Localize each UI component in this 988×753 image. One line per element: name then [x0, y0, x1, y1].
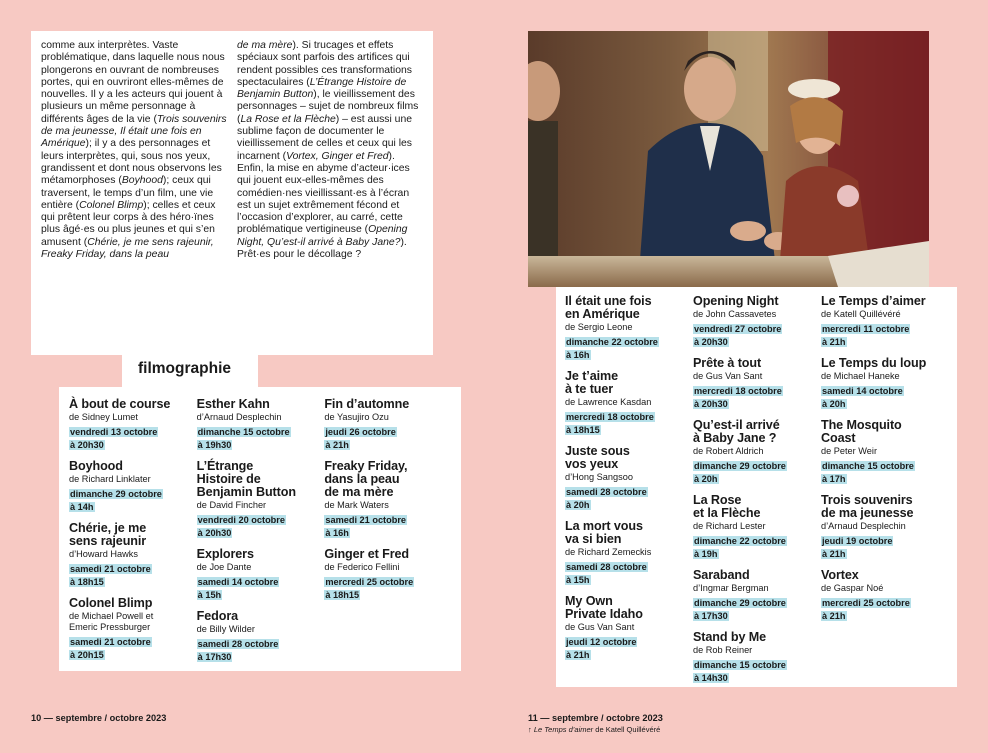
- film-entry: [324, 548, 452, 601]
- screening-time: samedi 21 octobre à 16h: [325, 515, 407, 538]
- screening-time: jeudi 12 octobre à 21h: [566, 637, 637, 660]
- film-entry: [69, 597, 197, 661]
- screening-time: jeudi 26 octobre à 21h: [325, 427, 396, 450]
- film-director: de Joe Dante: [196, 562, 252, 572]
- intro-column-1: [41, 40, 227, 355]
- screening-time: mercredi 25 octobre à 18h15: [325, 577, 414, 600]
- screening-time: vendredi 27 octobre à 20h30: [694, 324, 782, 347]
- film-director: de Gaspar Noé: [821, 583, 884, 593]
- screening-time: jeudi 19 octobre à 21h: [822, 536, 893, 559]
- film-title: Prête à tout: [693, 356, 762, 370]
- screening-time: mercredi 18 octobre à 20h30: [694, 386, 782, 409]
- film-director: d’Arnaud Desplechin: [196, 412, 282, 422]
- film-director: d’Howard Hawks: [69, 549, 138, 559]
- screening-time: dimanche 15 octobre à 14h30: [694, 660, 786, 683]
- film-entry: [821, 494, 949, 560]
- film-director: de Richard Linklater: [69, 474, 151, 484]
- film-title: À bout de course: [69, 397, 171, 411]
- film-director: de Rob Reiner: [693, 645, 753, 655]
- screening-time: samedi 28 octobre à 15h: [566, 562, 647, 585]
- film-title: L’Étrange Histoire de Benjamin Button: [196, 459, 296, 499]
- film-entry: [197, 548, 325, 601]
- film-entry: [197, 610, 325, 663]
- intro-paragraph-2: de ma mère). Si trucages et effets spéciaux sont parfois des artifices qui rendent possibles ces transformations spectaculaires (L’Étrange Histoire de Benjamin Button), le vieillissement des personnages – sujet de nombreux films (La Rose et la Flèche) – est aussi une sublime façon de documenter le vieillissement de celles et ceux qui les incarnent (Vortex, Ginger et Fred). Enfin, la mise en abyme d’acteur·ices qui jouent eux-elles-mêmes des comédien·nes vieillissant·es à l’écran est un sujet extrêmement fécond et l’occasion d’explorer, au carré, cette problématique vertigineuse (Opening Night, Qu’est-il arrivé à Baby Jane?). Prêt·es pour le décollage ?: [237, 40, 419, 261]
- filmography-column: [69, 398, 197, 671]
- film-director: de Gus Van Sant: [565, 622, 635, 632]
- film-entry: [693, 357, 821, 410]
- film-entry: [324, 460, 452, 539]
- film-title: Je t’aime à te tuer: [565, 369, 619, 396]
- film-entry: [69, 398, 197, 451]
- film-title: Juste sous vos yeux: [565, 444, 630, 471]
- page-footer-left: 10 — septembre / octobre 2023: [31, 713, 167, 723]
- film-entry: [565, 295, 693, 361]
- screening-time: mercredi 18 octobre à 18h15: [566, 412, 654, 435]
- film-entry: [197, 460, 325, 539]
- film-title: Fedora: [196, 609, 239, 623]
- film-director: de Richard Zemeckis: [565, 547, 652, 557]
- filmography-column: [197, 398, 325, 671]
- film-title: Vortex: [821, 568, 859, 582]
- film-title: Le Temps du loup: [821, 356, 927, 370]
- schedule-column: [693, 295, 821, 687]
- screening-time: samedi 28 octobre à 20h: [566, 487, 647, 510]
- film-director: de Yasujiro Ozu: [324, 412, 389, 422]
- film-title: Stand by Me: [693, 630, 767, 644]
- film-entry: [693, 295, 821, 348]
- intro-text-panel: [31, 31, 433, 355]
- film-director: de Sergio Leone: [565, 322, 633, 332]
- screening-time: dimanche 15 octobre à 17h: [822, 461, 914, 484]
- film-entry: [565, 370, 693, 436]
- screening-time: dimanche 29 octobre à 14h: [70, 489, 162, 512]
- film-director: de Gus Van Sant: [693, 371, 763, 381]
- film-entry: [693, 419, 821, 485]
- film-entry: [69, 522, 197, 588]
- filmography-heading: filmographie: [122, 353, 258, 389]
- film-title: The Mosquito Coast: [821, 418, 902, 445]
- film-entry: [197, 398, 325, 451]
- film-title: Esther Kahn: [196, 397, 270, 411]
- film-title: Opening Night: [693, 294, 779, 308]
- page-footer-right: 11 — septembre / octobre 2023: [528, 713, 663, 723]
- film-entry: [565, 595, 693, 661]
- filmography-column: [324, 398, 452, 671]
- film-title: La Rose et la Flèche: [693, 493, 761, 520]
- filmography-list: [59, 387, 461, 671]
- film-title: Il était une fois en Amérique: [565, 294, 652, 321]
- film-director: de Robert Aldrich: [693, 446, 764, 456]
- film-director: d’Arnaud Desplechin: [821, 521, 906, 531]
- film-entry: [69, 460, 197, 513]
- film-director: d’Ingmar Bergman: [693, 583, 769, 593]
- film-director: de Peter Weir: [821, 446, 877, 456]
- film-entry: [693, 494, 821, 560]
- film-title: Saraband: [693, 568, 750, 582]
- film-director: de David Fincher: [196, 500, 267, 510]
- film-director: de John Cassavetes: [693, 309, 777, 319]
- film-entry: [565, 445, 693, 511]
- screening-time: vendredi 13 octobre à 20h30: [70, 427, 158, 450]
- film-entry: [821, 295, 949, 348]
- film-title: Chérie, je me sens rajeunir: [69, 521, 147, 548]
- film-title: Boyhood: [69, 459, 123, 473]
- film-director: de Lawrence Kasdan: [565, 397, 652, 407]
- schedule-column: [565, 295, 693, 687]
- intro-paragraph-1: comme aux interprètes. Vaste problématique, dans laquelle nous nous plongerons en ouvrant de nombreuses portes, qui en ouvriront elles-mêmes de nouvelles. Il y a les acteurs qui jouent à plusieurs un même personnage à différents âges de la vie (Trois souvenirs de ma jeunesse, Il était une fois en Amérique); il y a des personnages et leurs interprètes, qui, sous nos yeux, grandissent et dont nous observons les métamorphoses (Boyhood); ceux qui traversent, le temps d’un film, une vie entière (Colonel Blimp); celles et ceux qui prêtent leur corps à des héro·ïnes plus âgé·es ou plus jeunes et qui s’en amusent (Chérie, je me sens rajeunir, Freaky Friday, dans la peau: [41, 40, 227, 261]
- film-entry: [821, 357, 949, 410]
- photo-caption: ↑ Le Temps d’aimer de Katell Quillévéré: [528, 725, 661, 734]
- film-director: de Federico Fellini: [324, 562, 400, 572]
- film-title: Le Temps d’aimer: [821, 294, 926, 308]
- screening-time: dimanche 15 octobre à 19h30: [197, 427, 290, 450]
- film-entry: [693, 569, 821, 622]
- film-director: de Billy Wilder: [196, 624, 255, 634]
- arrow-up-icon: ↑: [528, 725, 532, 734]
- film-director: d’Hong Sangsoo: [565, 472, 633, 482]
- schedule-list: [556, 287, 957, 687]
- film-title: Qu’est-il arrivé à Baby Jane ?: [693, 418, 780, 445]
- film-entry: [693, 631, 821, 684]
- film-title: My Own Private Idaho: [565, 594, 643, 621]
- screening-time: dimanche 29 octobre à 20h: [694, 461, 786, 484]
- film-director: de Richard Lester: [693, 521, 766, 531]
- screening-time: samedi 21 octobre à 18h15: [70, 564, 151, 587]
- film-director: de Katell Quillévéré: [821, 309, 901, 319]
- screening-time: dimanche 29 octobre à 17h30: [694, 598, 786, 621]
- screening-time: vendredi 20 octobre à 20h30: [197, 515, 285, 538]
- film-director: de Sidney Lumet: [69, 412, 138, 422]
- screening-time: samedi 28 octobre à 17h30: [197, 639, 279, 662]
- film-title: Fin d’automne: [324, 397, 410, 411]
- film-title: Freaky Friday, dans la peau de ma mère: [324, 459, 408, 499]
- screening-time: dimanche 22 octobre à 16h: [566, 337, 658, 360]
- screening-time: dimanche 22 octobre à 19h: [694, 536, 786, 559]
- film-title: Ginger et Fred: [324, 547, 410, 561]
- film-entry: [821, 569, 949, 622]
- screening-time: mercredi 25 octobre à 21h: [822, 598, 910, 621]
- film-entry: [821, 419, 949, 485]
- film-entry: [324, 398, 452, 451]
- film-director: de Michael Haneke: [821, 371, 900, 381]
- film-director: de Mark Waters: [324, 500, 389, 510]
- screening-time: mercredi 11 octobre à 21h: [822, 324, 910, 347]
- film-title: Trois souvenirs de ma jeunesse: [821, 493, 914, 520]
- film-still-photo: [528, 31, 929, 287]
- film-title: Explorers: [196, 547, 254, 561]
- film-title: La mort vous va si bien: [565, 519, 643, 546]
- screening-time: samedi 21 octobre à 20h15: [70, 637, 151, 660]
- intro-column-2: [237, 40, 423, 355]
- film-director: de Michael Powell et Emeric Pressburger: [69, 611, 154, 632]
- film-title: Colonel Blimp: [69, 596, 153, 610]
- screening-time: samedi 14 octobre à 15h: [197, 577, 279, 600]
- film-entry: [565, 520, 693, 586]
- schedule-column: [821, 295, 949, 687]
- screening-time: samedi 14 octobre à 20h: [822, 386, 903, 409]
